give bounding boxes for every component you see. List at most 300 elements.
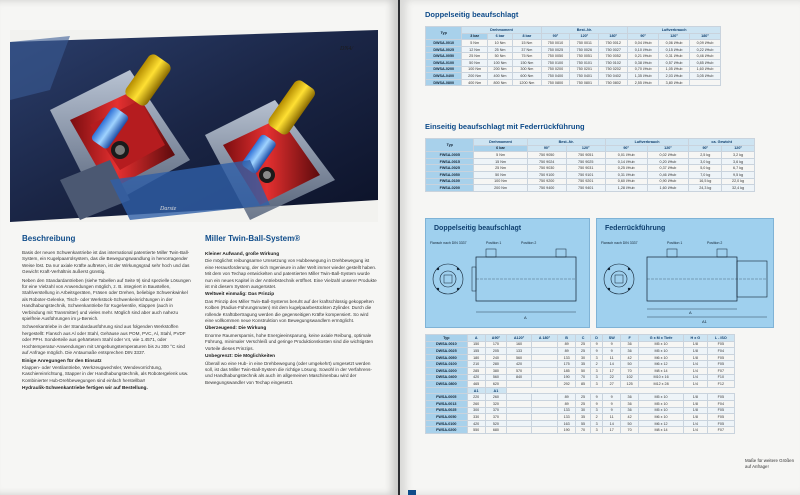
table-cell: F04: [707, 348, 734, 355]
table-cell: 125: [621, 381, 639, 388]
table-cell: F05: [707, 361, 734, 368]
table-cell: 17: [603, 367, 621, 374]
table-cell: F05: [707, 414, 734, 421]
table-cell: 1/4: [683, 420, 707, 427]
table-row: [426, 394, 735, 401]
table-cell: 102: [621, 374, 639, 381]
table-row-type: DWSA-0400: [426, 73, 462, 80]
table-cell: 1/8: [683, 354, 707, 361]
table-cell: 3: [590, 381, 602, 388]
table-cell: 35: [576, 414, 591, 421]
beschreibung-text: [22, 250, 192, 393]
table-header-cell: A90°: [485, 335, 506, 342]
table-header-cell: A1: [485, 387, 506, 394]
table-cell: F05: [707, 420, 734, 427]
table-cell: [531, 407, 557, 414]
table-cell: 12 Nm: [462, 46, 487, 53]
table-cell: 0,46 l/Hub: [647, 171, 689, 178]
table-cell: 750 0050: [541, 53, 570, 60]
table-cell: 70: [576, 427, 591, 434]
table-cell: [531, 348, 557, 355]
miller-s4-title: Unbegrenzt: Die Möglichkeiten: [205, 354, 276, 360]
table-cell: 10 Nm: [487, 40, 512, 47]
table-cell: 750 9400: [527, 185, 566, 192]
table-cell: 0,37 l/Hub: [647, 165, 689, 172]
table-cell: M6 x 10: [639, 414, 684, 421]
table-cell: 50: [621, 420, 639, 427]
table-cell: 9: [603, 394, 621, 401]
table-cell: 1/4: [683, 381, 707, 388]
table-cell: 25 Nm: [487, 46, 512, 53]
table-cell: 0,70 l/Hub: [628, 66, 659, 73]
th-drehmoment: Drehmoment: [474, 139, 527, 146]
table-cell: M10 x 16: [639, 374, 684, 381]
right-page: [400, 0, 800, 495]
table-row: [426, 158, 755, 165]
table-cell: M8 x 14: [639, 367, 684, 374]
beschreibung-p1: Basis der neuen Schwenkantriebe ist das international patentierte Miller Twin-Ball-System, ein Kugelpaarrolsystem, das die Bewegungswandlung in hervorragender Weise löst. Da nur axiale Kräfte auftreten, ist der Wirkungsgrad sehr hoch und das Gewicht Kraft-Verhältnis äußerst günstig.: [22, 250, 190, 275]
table-header-cell: 90°: [605, 145, 647, 152]
dim-a-label: A: [524, 315, 527, 320]
table-cell: 9,5 kg: [722, 171, 755, 178]
table-cell: 32,4 kg: [722, 185, 755, 192]
table-cell: 9: [590, 394, 602, 401]
table-cell: [689, 79, 720, 86]
table-cell: 420: [507, 361, 532, 368]
flange-label: Flansch nach DIN 3337: [601, 241, 638, 245]
table-cell: 133: [507, 348, 532, 355]
table-cell: F04: [707, 400, 734, 407]
table-cell: 9: [603, 400, 621, 407]
table-cell: 50: [621, 361, 639, 368]
table-cell: F07: [707, 427, 734, 434]
table-row: [426, 420, 735, 427]
table-cell: 260: [485, 394, 506, 401]
table-cell: 0,09 l/Hub: [689, 40, 720, 47]
table-cell: 155: [467, 348, 485, 355]
table-header-cell: 120°: [659, 33, 690, 40]
table-row: [426, 79, 721, 86]
table-cell: [531, 381, 557, 388]
table-row-type: FWSA-0050: [426, 414, 468, 421]
table-cell: 1,60 l/Hub: [689, 66, 720, 73]
table-cell: 100 Nm: [487, 59, 512, 66]
table-cell: 465: [467, 381, 485, 388]
table-row: [426, 40, 721, 47]
table-row-type: FWSA-0005: [426, 394, 468, 401]
table-cell: 25: [576, 400, 591, 407]
table-row-type: FWSA-0013: [426, 400, 468, 407]
table-cell: 163: [558, 420, 576, 427]
table-row: [426, 414, 735, 421]
table-header-cell: A: [467, 335, 485, 342]
table-header-cell: C: [576, 335, 591, 342]
table-header-cell: 180°: [689, 33, 720, 40]
drawing-doppel-title: Doppelseitig beaufschlagt: [434, 225, 522, 232]
table-row-type: DWSA-0800: [426, 381, 468, 388]
table-cell: 750 0027: [599, 46, 628, 53]
miller-s1-title: Kleiner Aufwand, große Wirkung: [205, 252, 280, 257]
table-cell: 0,22 l/Hub: [689, 46, 720, 53]
drawing-feder-svg: [597, 237, 775, 327]
doppel-title: Doppelseitig beaufschlagt: [425, 10, 519, 19]
table-cell: 0,14 l/Hub: [605, 158, 647, 165]
table-header-cell: L - ISO: [707, 335, 734, 342]
table-cell: 750 9025: [566, 158, 605, 165]
table-cell: 3,2 kg: [722, 152, 755, 159]
table-cell: 380: [485, 367, 506, 374]
table-header-cell: 90°: [541, 33, 570, 40]
th-gewicht: ca. Gewicht: [689, 139, 755, 146]
table-cell: 89: [558, 394, 576, 401]
table-cell: 300 Nm: [513, 66, 541, 73]
table-row: [426, 367, 735, 374]
table-cell: 560: [507, 354, 532, 361]
table-cell: 14: [603, 361, 621, 368]
table-cell: 3,0 kg: [689, 158, 722, 165]
table-header-cell: A 180°: [531, 335, 557, 342]
table-cell: M8 x 14: [639, 427, 684, 434]
table-cell: 0,06 l/Hub: [659, 40, 690, 47]
table-row-type: FWSA-0200: [426, 427, 468, 434]
table-cell: 750 9200: [527, 178, 566, 185]
table-cell: 600 Nm: [513, 73, 541, 80]
einsatz-text: Klappen- oder Ventilantriebe, Werkzeugwechsler, Wendevorrichtung, Kaschiereinrichtung, Stapper in der Handhabungstechnik, als Robotergelenk usw. Kombinierter Hub-Drehbewegungen sind einfach herstellbar!: [22, 364, 189, 383]
left-page: [0, 0, 398, 495]
table-cell: 0,21 l/Hub: [628, 53, 659, 60]
table-cell: 750 0025: [541, 46, 570, 53]
table-row: [426, 400, 735, 407]
table-cell: 750 0201: [570, 66, 599, 73]
table-cell: 9: [590, 341, 602, 348]
table-row: [426, 46, 721, 53]
table-row: [426, 381, 735, 388]
table-cell: 24,3 kg: [689, 185, 722, 192]
table-row-type: DWSA-0025: [426, 46, 462, 53]
table-header-cell: 6 bar: [474, 145, 527, 152]
table-cell: 3: [590, 407, 602, 414]
table-cell: 400 Nm: [462, 79, 487, 86]
table-header-cell: 90°: [628, 33, 659, 40]
table-cell: 35: [576, 361, 591, 368]
beschreibung-title: Beschreibung: [22, 234, 76, 243]
table-cell: 260: [467, 400, 485, 407]
table-cell: 5,0 kg: [689, 165, 722, 172]
table-cell: 1/4: [683, 374, 707, 381]
table-row-type: FWSA-0100: [426, 420, 468, 427]
table-cell: [531, 361, 557, 368]
table-cell: 750 0051: [570, 53, 599, 60]
table-cell: 150 Nm: [513, 59, 541, 66]
table-row-type: FWSA-0005: [426, 152, 474, 159]
table-row: [426, 59, 721, 66]
miller-title: Miller Twin-Ball-System®: [205, 234, 301, 243]
table-cell: [531, 414, 557, 421]
table-cell: 25 Nm: [462, 53, 487, 60]
table-cell: 240: [485, 354, 506, 361]
table-cell: 200 Nm: [474, 185, 527, 192]
table-cell: 750 0100: [541, 59, 570, 66]
table-cell: 89: [558, 341, 576, 348]
table-row-type: DWSA-0100: [426, 361, 468, 368]
table-cell: 1,35 l/Hub: [628, 73, 659, 80]
table-cell: 550: [467, 427, 485, 434]
th-drehmoment: Drehmoment: [462, 27, 541, 34]
table-subheader-row: [426, 387, 735, 394]
th-luft: Luftverbrauch: [605, 139, 689, 146]
table-cell: 3: [590, 367, 602, 374]
table-row-type: DWSA-0050: [426, 354, 468, 361]
table-cell: 25: [576, 348, 591, 355]
miller-s3-title: Überzeugend: Die Wirkung: [205, 326, 267, 332]
table-cell: [507, 400, 532, 407]
miller-s4: Überall wo eine Hub- in eine Drehbewegung (oder umgekehrt) umgesetzt werden soll, ist das Miller Twin-Ball-System die richtige Lösung. Sowohl in der Verfahrens- und Handhabungstechnik als auch im allgemeinen Maschinenbau wird der Bewegungswandler von Techap eingesetzt.: [205, 360, 372, 385]
table-cell: 680: [485, 427, 506, 434]
table-cell: 750 0200: [541, 66, 570, 73]
table-cell: 0,90 l/Hub: [647, 178, 689, 185]
table-row: [426, 165, 755, 172]
th-typ: Typ: [426, 139, 474, 152]
table-cell: 5 Nm: [462, 40, 487, 47]
table-cell: 36: [621, 400, 639, 407]
table-cell: 1/4: [683, 361, 707, 368]
table-cell: 750 9050: [527, 152, 566, 159]
table-cell: M5 x 10: [639, 348, 684, 355]
table-cell: 1/4: [683, 367, 707, 374]
table-cell: 50 Nm: [462, 59, 487, 66]
table-cell: 750 0800: [541, 79, 570, 86]
table-header-cell: 120°: [570, 33, 599, 40]
table-cell: 22: [603, 374, 621, 381]
table-row-type: DWSA-0200: [426, 367, 468, 374]
table-cell: 0,04 l/Hub: [628, 40, 659, 47]
table-cell: M12 x 28: [639, 381, 684, 388]
table-row-type: DWSA-0010: [426, 40, 462, 47]
table-row: [426, 66, 721, 73]
dim-a-label: A: [689, 310, 692, 315]
table-header-cell: 90°: [689, 145, 722, 152]
table-header-cell: SW: [603, 335, 621, 342]
table-row: [426, 152, 755, 159]
table-cell: 70: [621, 427, 639, 434]
th-typ: Typ: [426, 27, 462, 40]
table-cell: [507, 414, 532, 421]
table-cell: 750 0402: [599, 73, 628, 80]
hydraulik-note: Hydraulik-Schwenkantriebe fertigen wir auf Bestellung.: [22, 386, 148, 392]
page-marker: [408, 490, 416, 495]
pos1-label: Position 1: [667, 241, 683, 245]
illustration-signature: Darste: [160, 206, 177, 212]
table-row: [426, 341, 735, 348]
table-cell: 0,60 l/Hub: [605, 178, 647, 185]
table-cell: 22,0 kg: [722, 178, 755, 185]
table-cell: 1,28 l/Hub: [605, 185, 647, 192]
table-cell: 0,57 l/Hub: [659, 59, 690, 66]
table-cell: 37 Nm: [513, 46, 541, 53]
table-header-cell: 8 bar: [513, 33, 541, 40]
pos2-label: Position 2: [707, 241, 723, 245]
dimension-table: [425, 334, 735, 434]
table-row: [426, 185, 755, 192]
table-cell: 420: [467, 374, 485, 381]
table-cell: 750 0400: [541, 73, 570, 80]
table-cell: 7,0 kg: [689, 171, 722, 178]
table-header-cell: 90°: [527, 145, 566, 152]
table-cell: 1/4: [683, 427, 707, 434]
table-cell: 1,60 l/Hub: [647, 185, 689, 192]
table-cell: 36: [621, 407, 639, 414]
table-cell: 3: [590, 374, 602, 381]
table-cell: 2,03 l/Hub: [659, 73, 690, 80]
table-row-type: DWSA-0800: [426, 79, 462, 86]
th-bestnr: Best.-Nr.: [541, 27, 628, 34]
table-cell: F12: [707, 381, 734, 388]
drawing-doppel: [425, 218, 590, 328]
table-cell: 9: [590, 348, 602, 355]
beschreibung-p2: Neben den Standardantrieben (siehe Tabellen auf Seite 9) sind spezielle Lösungen für eine Vielzahl von Anwendungen möglich, z. B. integriert in Baustellen, Stahlverstellung in Arbeitsgeräten, Fräsen oder Drehen, beliebige Schwenkwinkel als Roboter-Gelenke, Tisch- oder Werkstück-Schwenkeinrichtungen in der Handhabungstechnik, Schwenkantriebe für Kugelventile, Klappen (auch in Verbindung mit Transmitter) und vieles mehr. Möglich sind aber auch nahezu spielfreie Ausführungen im μ-Bereich.: [22, 277, 191, 322]
table-cell: 200 Nm: [487, 66, 512, 73]
table-cell: 0,25 l/Hub: [605, 165, 647, 172]
table-row-type: DWSA-0200: [426, 66, 462, 73]
table-header-cell: A1: [467, 387, 485, 394]
table-cell: [531, 354, 557, 361]
table-cell: 200 Nm: [462, 73, 487, 80]
table-row-type: DWSA-0025: [426, 348, 468, 355]
table-cell: 9: [603, 407, 621, 414]
table-cell: F07: [707, 367, 734, 374]
table-cell: 50 Nm: [487, 53, 512, 60]
flange-label: Flansch nach DIN 3337: [430, 241, 467, 245]
table-cell: 1,05 l/Hub: [659, 66, 690, 73]
table-header-cell: D: [590, 335, 602, 342]
table-cell: 30: [576, 354, 591, 361]
table-cell: [531, 374, 557, 381]
table-cell: 1/8: [683, 400, 707, 407]
table-cell: 50: [576, 367, 591, 374]
table-cell: 25 Nm: [474, 165, 527, 172]
table-cell: 750 9030: [527, 165, 566, 172]
table-row-type: DWSA-0010: [426, 341, 468, 348]
table-cell: [507, 420, 532, 427]
table-cell: [507, 381, 532, 388]
table-cell: F05: [707, 341, 734, 348]
table-cell: 100 Nm: [462, 66, 487, 73]
table-cell: 185: [558, 367, 576, 374]
table-cell: 560: [485, 374, 506, 381]
table-cell: 0,02 l/Hub: [647, 152, 689, 159]
table-cell: 1/8: [683, 407, 707, 414]
table-row: [426, 361, 735, 368]
table-cell: 750 0052: [599, 53, 628, 60]
table-cell: 750 9201: [566, 178, 605, 185]
table-cell: 25: [576, 341, 591, 348]
table-header-cell: F: [621, 335, 639, 342]
table-cell: 1/8: [683, 348, 707, 355]
table-row: [426, 427, 735, 434]
table-cell: 1/8: [683, 394, 707, 401]
table-cell: 750 0801: [570, 79, 599, 86]
table-cell: 3: [590, 420, 602, 427]
table-cell: M6 x 12: [639, 361, 684, 368]
table-cell: 25: [576, 394, 591, 401]
table-cell: 27: [603, 381, 621, 388]
table-cell: 70: [621, 367, 639, 374]
table-cell: 0,15 l/Hub: [659, 46, 690, 53]
table-row: [426, 374, 735, 381]
table-cell: 150: [467, 341, 485, 348]
table-row: [426, 73, 721, 80]
cutaway-illustration: [10, 30, 378, 222]
table-cell: F05: [707, 354, 734, 361]
table-cell: 750 0401: [570, 73, 599, 80]
table-cell: [507, 407, 532, 414]
table-cell: 15 Nm: [474, 158, 527, 165]
table-cell: 420: [467, 420, 485, 427]
table-header-cell: 120°: [566, 145, 605, 152]
table-row: [426, 171, 755, 178]
table-cell: F05: [707, 407, 734, 414]
table-cell: 36: [621, 341, 639, 348]
table-cell: 160: [507, 341, 532, 348]
table-row-type: FWSA-0050: [426, 171, 474, 178]
table-header-cell: 120°: [722, 145, 755, 152]
table-cell: [531, 400, 557, 407]
table-cell: 370: [485, 414, 506, 421]
table-cell: 11: [603, 354, 621, 361]
table-cell: 5 Nm: [474, 152, 527, 159]
miller-s2-title: Weltweit einmalig: Das Prinzip: [205, 292, 275, 298]
table-cell: 0,38 l/Hub: [628, 59, 659, 66]
table-cell: 133: [558, 414, 576, 421]
drawing-feder-title: Federrückführung: [605, 225, 666, 232]
table-row: [426, 407, 735, 414]
pos1-label: Position 1: [486, 241, 502, 245]
table-cell: 750 0202: [599, 66, 628, 73]
table-cell: 15 Nm: [513, 40, 541, 47]
table-header-cell: 180°: [599, 33, 628, 40]
table-cell: 2,5 kg: [689, 152, 722, 159]
table-cell: 42: [621, 414, 639, 421]
table-row-type: FWSA-0015: [426, 158, 474, 165]
table-cell: 170: [485, 341, 506, 348]
table-cell: 42: [621, 354, 639, 361]
table-cell: 9: [590, 400, 602, 407]
table-cell: 800 Nm: [487, 79, 512, 86]
table-cell: 0,20 l/Hub: [647, 158, 689, 165]
table-header-cell: 6 bar: [487, 33, 512, 40]
table-cell: 175: [558, 361, 576, 368]
table-cell: 750 9100: [527, 171, 566, 178]
table-cell: F05: [707, 394, 734, 401]
miller-s2: Das Prinzip des Miller Twin-Ball-Systems beruht auf der kraftschlüssig gekoppelten Kolben (Radius-Führungsnuten) mit dem kugelpaarbestückten Zylinder. Durch die rollende Kraftübertragung werden die gegenseitigen Kräfte kompensiert. So wird eine vollkommen neue Konstruktion von Bewegungswandlern ermöglicht.: [205, 298, 374, 324]
table-cell: 0,46 l/Hub: [689, 53, 720, 60]
table-cell: 9: [603, 341, 621, 348]
table-cell: M6 x 12: [639, 420, 684, 427]
table-header-cell: 3 bar: [462, 33, 487, 40]
table-cell: 205: [485, 348, 506, 355]
table-cell: 840: [507, 374, 532, 381]
table-cell: M5 x 10: [639, 394, 684, 401]
table-cell: 0,31 l/Hub: [605, 171, 647, 178]
table-cell: 3: [590, 354, 602, 361]
table-cell: 750 0802: [599, 79, 628, 86]
table-cell: 300: [467, 407, 485, 414]
table-cell: 100 Nm: [474, 178, 527, 185]
table-cell: 0,31 l/Hub: [659, 53, 690, 60]
table-row-type: FWSA-0100: [426, 178, 474, 185]
miller-text: [205, 250, 377, 388]
table-row-type: FWSA-0025: [426, 165, 474, 172]
